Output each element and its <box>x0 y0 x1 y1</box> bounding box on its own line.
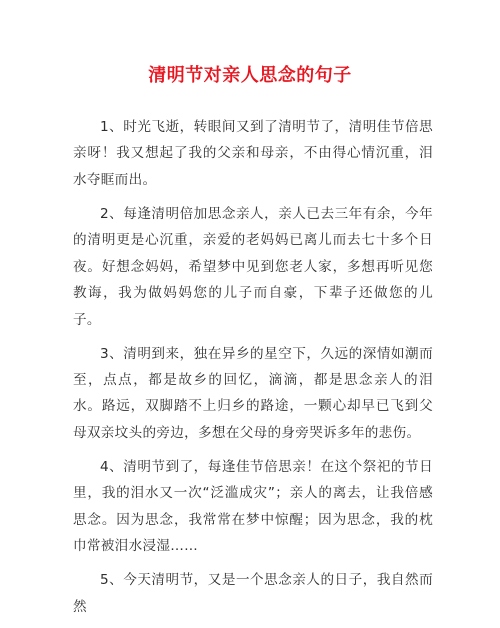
paragraph-1: 1、时光飞逝，转眼间又到了清明节了，清明佳节倍思亲呀！我又想起了我的父亲和母亲，不由得心情沉重，泪水夺眶而出。 <box>73 119 433 188</box>
document-body <box>73 114 433 628</box>
paragraph-5: 5、今天清明节，又是一个思念亲人的日子，我自然而然 <box>73 572 433 615</box>
paragraph-4: 4、清明节到了，每逢佳节倍思亲！在这个祭祀的节日里，我的泪水又一次“泛滥成灾”；亲人的离去，让我倍感思念。因为思念，我常常在梦中惊醒；因为思念，我的枕巾常被泪水浸湿…… <box>73 458 433 555</box>
paragraph-2: 2、每逢清明倍加思念亲人，亲人已去三年有余，今年的清明更是心沉重，亲爱的老妈妈已离儿而去七十多个日夜。好想念妈妈，希望梦中见到您老人家，多想再听见您教诲，我为做妈妈您的儿子而自豪，下辈子还做您的儿子。 <box>73 205 433 328</box>
document-title: 清明节对亲人思念的句子 <box>148 65 352 86</box>
paragraph-3: 3、清明到来，独在异乡的星空下，久远的深情如潮而至，点点，都是故乡的回忆，滴滴，都是思念亲人的泪水。路远，双脚踏不上归乡的路途，一颗心却早已飞到父母双亲坟头的旁边，多想在父母的身旁哭诉多年的悲伤。 <box>73 345 433 441</box>
